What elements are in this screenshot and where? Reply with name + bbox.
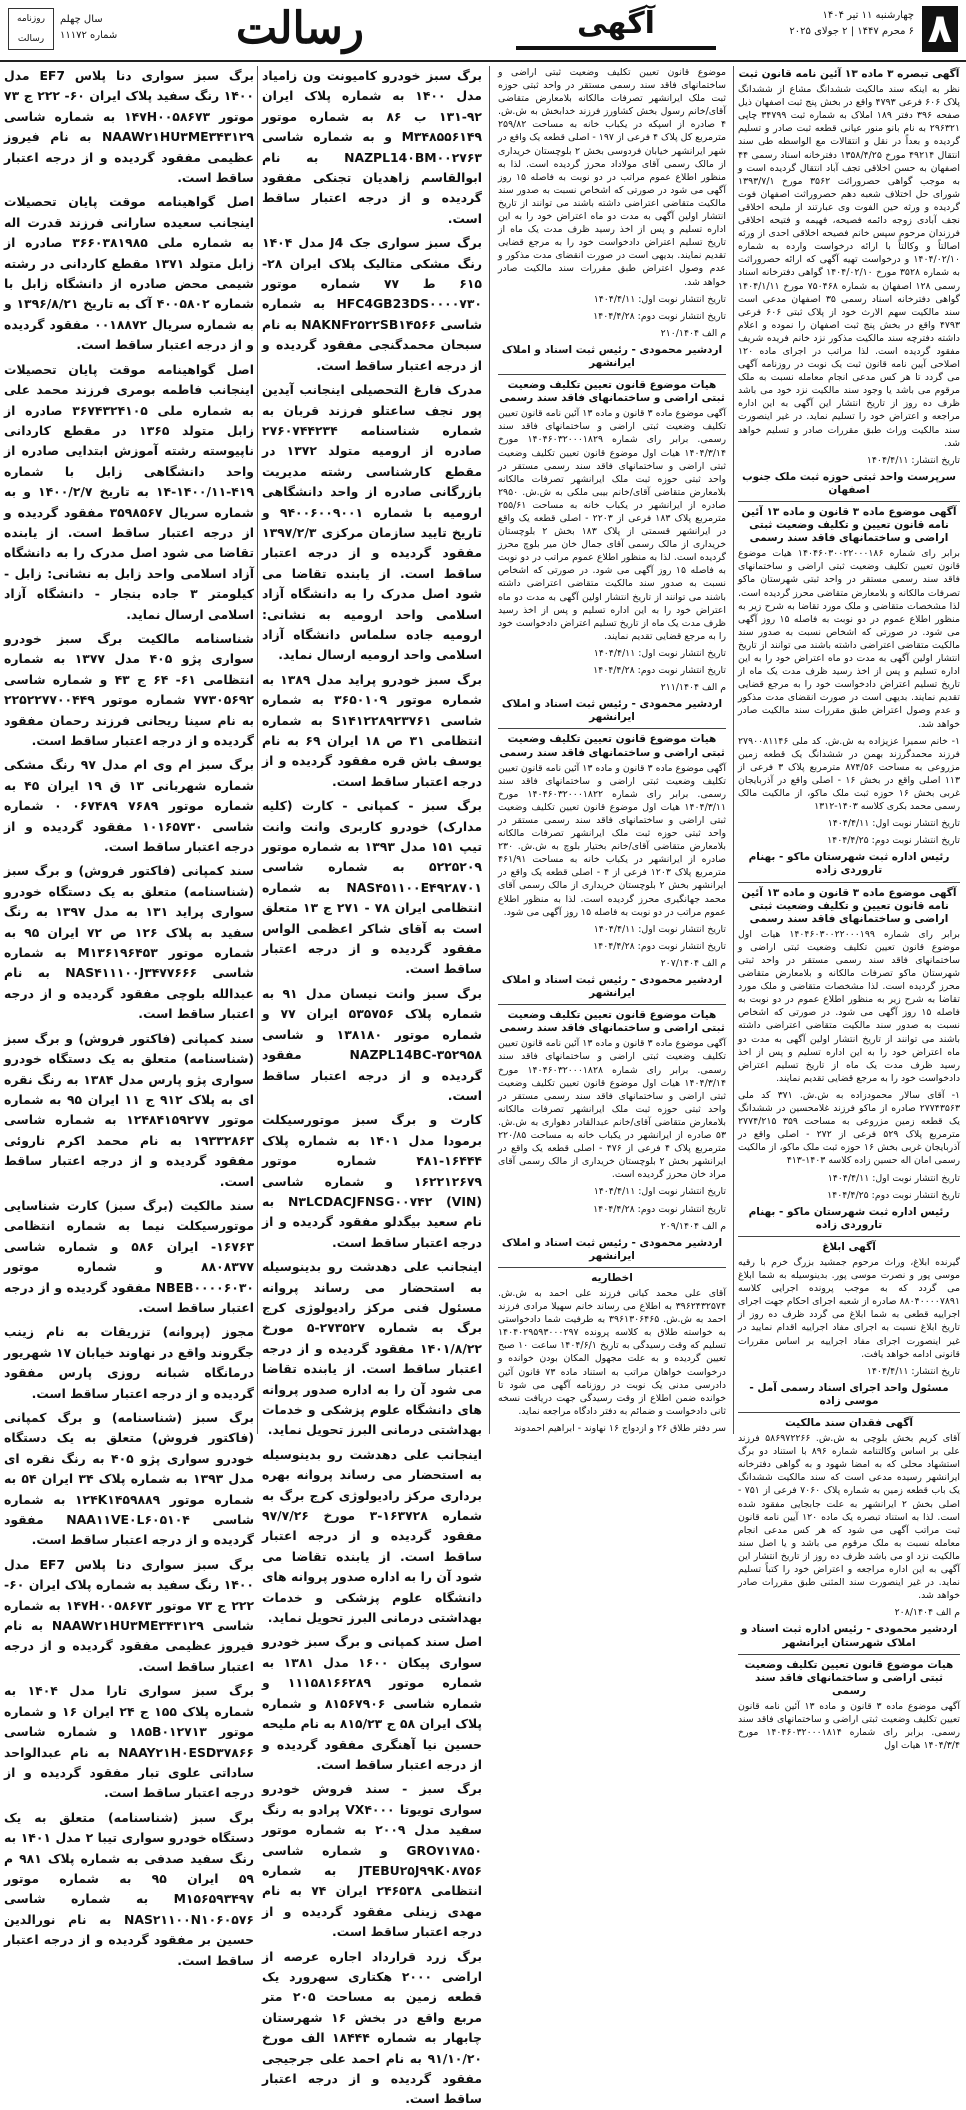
ad-text: برگ سبز (شناسنامه) متعلق به یک دستگاه خودرو سواری تیبا ۲ مدل ۱۴۰۱ به رنگ سفید صدفی به شماره پلاک ۹۸۱ م ۵۹ ایران ۹۵ به شماره موتور M۱۵۶۵۹۳۴۹۷ به شماره شاسی NAS۲۱۱۰۰N۱۰۶۰۵۷۶ به نام نورالدین حسین بر مفقود گردیده و از درجه اعتبار ساقط است.	[4, 1809, 254, 1968]
ad-text: نظر به اینکه سند مالکیت ششدانگ مشاع از ششدانگ پلاک ۶۰۶ فرعی ۴۷۹۳ واقع در بخش پنج ثبت اصفهان ذیل صفحه ۳۹۶ دفتر ۱۸۹ املاک به شماره ثبت ۳۴۷۹۹ چاپی ۲۹۶۳۲۱ به نام بانو منور عیانی قطعه ثبت صادر و تسلیم گردیده و بعداً در نقل و انتقالات مع الواسطه طی سند انتقال ۴۹۲۱۴ مورخ ۱۳۵۸/۴/۲۵ دفترخانه اسناد رسمی ۴۴ اصفهان به حسن اخلاقی تجف آباد انتقال گردیده است و به موجب گواهی حصروراثت ۳۵۶۲ مورخ ۱۳۹۳/۷/۱ شورای حل اختلاف شعبه دهم حصروراثت اصفهان فوت گردیده و ورثه حین الفوت وی عبارتند از ملیحه اخلاقی نجف آبادی زوجه دائمه فصیحه، فهیمه و فتیحه اخلاقی فرزندان مرحوم سپس خانم فصیحه اخلاقی احدی از ورثه اصالتاً و وکالتاً با ارائه درخواست وارده به شماره ۱۴۰۴/۰۲/۱۰ و درخواست تهیه آگهی که ارائه حصروراثت به شماره ۳۵۲۸ مورخ ۱۴۰۴/۰۲/۱۰ گواهی دفترخانه اسناد رسمی ۱۲۸ اصفهان به شماره ۷۵۰۴۶۸ مورخ ۱۴۰۴/۱/۱۱ گواهی دفترخانه اسناد رسمی ۳۵ اصفهان مدعی است سند مالکیت سهم الارث خود از پلاک ثبتی ۶۰۶ فرعی ۴۷۹۳ واقع در بخش پنج ثبت اصفهان را نموده و اعلام داشته دفترچه سند مالکیت مذکور نزد خانم فریده شریف مفقود گردیده است. لذا مراتب در اجرای ماده ۱۲۰ اصلاحی آیین نامه قانون ثبت یک نوبت در روزنامه آگهی می گردد تا هر کس مدعی انجام معامله نسبت به ملک مرقوم می باشد یا وجود سند مالکیت نزد خود می باشد ظرف ده روز از تاریخ انتشار این آگهی به این اداره مراجعه و اعتراض خود را تسلیم نماید. در غیر اینصورت سند مالکیت وراث طبق مقررات صادر و تسلیم خواهد شد.	[738, 84, 961, 449]
ad-text: م الف ۲۰۸/۱۴۰۴	[894, 1607, 960, 1619]
ad-text: تاریخ انتشار نوبت اول: ۱۴۰۴/۴/۱۱	[827, 1172, 960, 1184]
ad-text: مدرک فارغ التحصیلی اینجانب آیدین پور نجف ساعتلو فرزند قربان به شماره شناسنامه ۲۷۶۰۷۴۴۲۳۴ صادره از ارومیه متولد ۱۳۷۲ در مقطع کارشناسی رشته مدیریت بازرگانی صادره از واحد دانشگاهی ارومیه با شماره ۹۴۰۰۶۰۰۹۰۰۱ و تاریخ تایید سازمان مرکزی ۱۳۹۷/۲/۳ مفقود گردیده و از درجه اعتبار ساقط است. از یابنده تقاضا می شود اصل مدرک را به دانشگاه آزاد اسلامی واحد ارومیه به نشانی: ارومیه جاده سلماس دانشگاه آزاد اسلامی واحد ارومیه ارسال نماید.	[262, 382, 482, 663]
ad-text: اینجانب علی دهدشت رو بدینوسیله به استحضار می رساند پروانه مسئول فنی مرکز رادیولوژی کرج برگ به شماره ۲۷۳۵۲۷-۵ مورخ ۱۴۰۱/۸/۲۲ مفقود گردیده و از درجه اعتبار ساقط است. از یابنده تقاضا می شود آن را به اداره صدور پروانه های دانشگاه علوم پزشکی و خدمات بهداشتی درمانی البرز تحویل نماید.	[262, 1259, 483, 1438]
ad-text: گیرنده ابلاغ، وراث مرحوم جمشید بزرگ خرم با رقیه موسی پور و نصرت موسی پور. بدینوسیله به شما ابلاغ می گردد که به موجب پرونده اجرایی کلاسه ۸۸۰۴۰۰۰۰۷۸۹۱ صادره از شعبه اجرای احکام جهت اجرای اجراییه قطعی به شما ابلاغ می گردد ظرف ده روز از تاریخ ابلاغ نسبت به اجرای مفاد اجراییه اقدام نمایید در غیر اینصورت اجرای مفاد اجراییه بر اساس مقررات قانونی ادامه خواهد یافت.	[738, 1256, 960, 1360]
ad-text: آقای علی محمد کیانی فرزند علی احمد به ش.ش. ۳۹۶۲۴۳۲۵۷۴ به اطلاع می رساند خانم سهیلا مرادی فرزند احمد به ش.ش. ۳۹۶۱۳۰۶۴۶۵ به طرفیت شما دادخواستی به خواسته طلاق به کلاسه پرونده ۱۴۰۴۰۲۹۵۹۳۰۰۰۲۹۷ تسلیم که وقت رسیدگی به تاریخ ۱۴۰۴/۶/۱ ساعت ۱۰ صبح تعیین گردیده و به علت مجهول المکان بودن خوانده و درخواست خواهان مراتب به استناد ماده ۷۳ قانون آئین دادرسی مدنی یک نوبت در روزنامه آگهی می شود تا خوانده ضمن اطلاع از وقت رسیدگی جهت دریافت نسخه ثانی دادخواست و ضمائم به دفتر دادگاه مراجعه نماید.	[498, 1287, 726, 1417]
ad-text: ۱- آقای سالار محمودزاده به ش.ش. ۳۷۱ کد ملی ۲۷۷۴۳۵۶۳ صادره از ماکو فرزند غلامحسین در ششدانگ یک قطعه زمین مزروعی به مساحت ۳۵۹ ۲۷۷۴/۲۱۵ مترمربع پلاک ۵۲۹ فرعی از ۲۷۲ - اصلی واقع در آذربایجان غربی بخش ۱۶ حوزه ثبت ملک ماکو، از مالکیت رسمی امان اله حسین زاده کلاسه ۱۴۰۳-۴۱۳	[738, 1089, 961, 1167]
issue-line: شماره ۱۱۱۷۲	[60, 30, 118, 41]
ad-text: برگ سبز ام وی ام مدل ۹۷ رنگ مشکی شماره شهربانی ۱۳ ق ۱۹ ایران ۴۵ به شماره موتور ۷۶۸۹ ۰۶۷۴۸۹ ۰ شماره شاسی ۱۰۱۶۵۷۳۰ مفقود گردیده و از درجه اعتبار ساقط است.	[4, 757, 254, 855]
ad-text: برگ سبز خودرو کامیونت ون زامیاد مدل ۱۴۰۰ به شماره پلاک ایران ۹۲-۱۳۱ ب ۸۶ به شماره موتور M۳۴۸۵۵۶۱۴۹ و به شماره شاسی NAZPL14۰BM۰۰۲۷۶۳ به نام ابوالقاسم زاهدیان تجنکی مفقود گردیده و از درجه اعتبار ساقط است.	[262, 68, 482, 226]
ad-text: آگهی موضوع ماده ۳ قانون و ماده ۱۳ آئین نامه قانون تعیین تکلیف وضعیت ثبتی اراضی و ساختمانهای فاقد سند رسمی. برابر رای شماره ۱۴۰۴۶۰۳۲۰۰۰۱۸۲۸ مورخ ۱۴۰۴/۳/۱۴ هیات اول موضوع قانون تعیین تکلیف وضعیت ثبتی اراضی و ساختمانهای فاقد سند رسمی مستقر در واحد ثبتی حوزه ثبت ملک ایرانشهر تصرفات مالکانه بلامعارض متقاضی آقای/خانم عبدالقادر دهواری به ش.ش. ۵۳ صادره از ایرانشهر در یکباب خانه به مساحت ۲۲۰/۸۵ مترمربع پلاک ۴ فرعی از ۴۷۶ - اصلی قطعه یک واقع در ایرانشهر بخش ۲ بلوچستان خریداری از مالک رسمی آقای مراد خان محرز گردیده است.	[498, 1038, 726, 1181]
ad-heading: آگهی موضوع ماده ۳ قانون و ماده ۱۳ آئین نامه قانون تعیین و تکلیف وضعیت ثبتی اراضی و ساختمانهای فاقد سند رسمی	[741, 506, 957, 545]
ad-heading: اردشیر محمودی - رئیس ثبت اسناد و املاک ایرانشهر	[501, 343, 723, 369]
ad-text: تاریخ انتشار نوبت اول: ۱۴۰۴/۴/۱۱	[593, 923, 726, 935]
ad-text: تاریخ انتشار نوبت اول: ۱۴۰۴/۴/۱۱	[593, 1186, 726, 1198]
ad-text: ۱- خانم سمیرا عزیزاده به ش.ش. کد ملی ۲۷۹۰۰۸۱۱۴۶ فرزند محمدگرزند بهمن در ششدانگ یک قطعه زمین مزروعی به مساحت ۸۷۴/۵۶ مترمربع پلاک ۳ فرعی از ۱۱۳ اصلی واقع در بخش ۱۶ - اصلی واقع در آذربایجان غربی بخش ۱۶ حوزه ثبت ملک ماکو، از مالکیت مالک رسمی محمد بکری کلاسه ۱۴۰۳-۱۳۱۲	[738, 735, 961, 813]
section-title: آگهی	[577, 6, 655, 41]
ad-heading: آگهی فقدان سند مالکیت	[785, 1417, 913, 1429]
ad-heading: هیات موضوع قانون تعیین تکلیف وضعیت ثبتی اراضی و ساختمانهای فاقد سند رسمی	[499, 733, 725, 759]
ad-divider	[498, 1267, 726, 1268]
date-block	[789, 8, 914, 40]
ad-heading: هیات موضوع قانون تعیین تکلیف وضعیت ثبتی اراضی و ساختمانهای فاقد سند رسمی	[499, 1009, 725, 1035]
ad-text: کارت و برگ سبز موتورسیکلت برمودا مدل ۱۴۰۱ به شماره پلاک ۱۶۴۴۴-۴۸۱ شماره موتور ۱۶۲۲۱۲۶۷۹ و شماره شاسی N۳LCDACJFNSG۰۰۷۴۲ (VIN) به نام سعید بیگدلو مفقود گردیده و از درجه اعتبار ساقط است.	[262, 1112, 482, 1250]
ad-text: موضوع قانون تعیین تکلیف وضعیت ثبتی اراضی و ساختمانهای فاقد سند رسمی مستقر در واحد ثبتی حوزه ثبت ملک ایرانشهر تصرفات مالکانه بلامعارض متقاضی آقای/خانم رسول بخش کشاورز فرزند خدابخش به ش.ش. ۴ صادره از اسپکه در یکباب خانه به مساحت ۲۵۹/۸۲ مترمربع کل پلاک ۴ فرعی از ۱۹۷ - اصلی قطعه یک واقع در شهر ایرانشهر خیابان فردوسی بخش ۲ بلوچستان خریداری از مالک رسمی آقای مولاداد محرز گردیده است. لذا به منظور اطلاع عموم مراتب در دو نوبت به فاصله ۱۵ روز آگهی می شود در صورتی که اشخاص نسبت به صدور سند مالکیت متقاضی اعتراضی داشته باشند می توانند از تاریخ انتشار اولین آگهی به مدت دو ماه اعتراض خود را به این اداره تسلیم و پس از اخذ رسید ظرف مدت یک ماه از تاریخ تسلیم اعتراض دادخواست خود را به مرجع قضایی تقدیم نمایند. بدیهی است در صورت انقضای مدت مذکور و عدم وصول اعتراض طبق مقررات سند مالکیت صادر خواهد شد.	[498, 67, 726, 288]
ad-text: تاریخ انتشار: ۱۴۰۴/۴/۱۱	[866, 454, 960, 466]
ad-text: برگ زرد قرارداد اجاره عرصه از اراضی ۲۰۰۰ هکتاری سهرورد یک قطعه زمین به مساحت ۲۰۵ متر مربع واقع در بخش ۱۶ شهرستان چابهار به شماره ۱۸۴۴۴ الف مورخ ۹۱/۱۰/۲۰ به نام احمد علی جرجیجی مفقود گردیده و از درجه اعتبار ساقط است.	[262, 1948, 483, 2107]
issue-info	[60, 12, 117, 44]
ad-heading: اردشیر محمودی - رئیس اداره ثبت اسناد و املاک شهرستان ایرانشهر	[740, 1623, 958, 1649]
masthead	[0, 0, 966, 62]
ad-text: تاریخ انتشار نوبت دوم: ۱۴۰۴/۴/۲۸	[593, 940, 726, 952]
ad-text: برگ سبز سواری دنا پلاس EF7 مدل ۱۴۰۰ رنگ سفید به شماره پلاک ایران ۶۰- ۲۲۲ ج ۷۳ موتور ۱۴۷H۰۰۵۸۶۷۳ به شماره شاسی NAAW۲۱HU۳ME۳۴۳۱۲۹ به نام فیروز عظیمی مفقود گردیده و از درجه اعتبار ساقط است.	[4, 1556, 255, 1674]
ad-divider	[498, 728, 726, 729]
column-3	[262, 66, 483, 2107]
column-2	[498, 66, 726, 1434]
ad-text: تاریخ انتشار نوبت اول: ۱۴۰۴/۴/۱۱	[593, 647, 726, 659]
column-divider	[257, 66, 258, 1434]
ad-heading: هیات موضوع قانون تعیین تکلیف وضعیت ثبتی اراضی و ساختمانهای فاقد سند رسمی	[744, 1658, 954, 1697]
ad-divider	[738, 882, 960, 883]
ad-heading: آگهی موضوع ماده ۳ قانون و ماده ۱۳ آئین نامه قانون تعیین و تکلیف وضعیت ثبتی اراضی و ساختمانهای فاقد سند رسمی	[741, 886, 957, 925]
ad-text: سند کمپانی (فاکتور فروش) و برگ سبز (شناسنامه) متعلق به یک دستگاه خودرو سواری پراید ۱۳۱ به مدل ۱۳۹۷ به رنگ سفید به پلاک ۱۲۶ ص ۷۲ ایران ۹۵ به شماره موتور M۱۳۶۱۹۶۴۵۳ به شماره شاسی NAS۴۱۱۱۰۰J۳۴۷۷۶۶۶ به نام عبدالله بلوچی مفقود گردیده و از درجه اعتبار ساقط است.	[4, 863, 255, 1022]
ad-heading: اردشیر محمودی - رئیس ثبت اسناد و املاک ایرانشهر	[501, 1236, 723, 1262]
ad-text: برگ سبز خودرو پراید مدل ۱۳۸۹ به شماره موتور ۳۶۵۰۱۰۹ به شماره شاسی S۱۴۱۲۲۸۹۲۳۷۶۱ به شماره انتظامی ۳۱ ص ۱۸ ایران ۶۹ به نام یوسف باش قره مفقود گردیده و از درجه اعتبار ساقط است.	[262, 671, 483, 789]
ad-text: برگ سبز - سند فروش خودرو سواری تویوتا VX۴۰۰۰ پرادو به رنگ سفید مدل ۲۰۰۹ به شماره موتور GRO۷۱۷۸۵۰ و شماره شاسی JTEBU۲۵J۹۹K۰۸۷۵۶ به شماره انتظامی ۲۴۶۵۳۸ ایران ۷۴ به نام مهدی زینلی مفقود گردیده و از درجه اعتبار ساقط است.	[262, 1781, 483, 1940]
ad-heading: رئیس اداره ثبت شهرستان ماکو - بهنام تاروردی زاده	[748, 1205, 950, 1231]
ad-text: تاریخ انتشار نوبت دوم: ۱۴۰۴/۴/۲۸	[593, 1203, 726, 1215]
ad-text: برابر رای شماره ۱۴۰۴۶۰۳۰۰۲۲۰۰۰۱۸۶ هیات موضوع قانون تعیین تکلیف وضعیت ثبتی اراضی و ساختمانهای فاقد سند رسمی مستقر در واحد ثبتی شهرستان ماکو تصرفات مالکانه و بلامعارض متقاضی محرز گردیده است. لذا مشخصات متقاضی و ملک مورد تقاضا به شرح زیر به منظور اطلاع عموم در دو نوبت به فاصله ۱۵ روز آگهی می شود. در صورتی که اشخاص نسبت به صدور سند مالکیت متقاضی اعتراضی داشته باشند می توانند از تاریخ انتشار اولین آگهی به مدت دو ماه اعتراض خود را به این اداره تسلیم و پس از اخذ رسید ظرف مدت یک ماه از تاریخ تسلیم اعتراض دادخواست خود را به مرجع قضایی تقدیم نمایند. بدیهی است در صورت انقضای مدت مذکور و عدم وصول اعتراض طبق مقررات سند مالکیت صادر خواهد شد.	[738, 548, 960, 730]
ad-text: آگهی موضوع ماده ۳ قانون و ماده ۱۳ آئین نامه قانون تعیین تکلیف وضعیت ثبتی اراضی و ساختمانهای فاقد سند رسمی. برابر رای شماره ۱۴۰۴۶۰۳۲۰۰۰۱۸۲۲ مورخ ۱۴۰۴/۳/۱۱ هیات اول موضوع قانون تعیین تکلیف وضعیت ثبتی اراضی و ساختمانهای فاقد سند رسمی مستقر در واحد ثبتی حوزه ثبت ملک ایرانشهر تصرفات مالکانه بلامعارض متقاضی آقای/خانم بختیار بلوچ به ش.ش. ۲۳۰ صادره از ایرانشهر در یکباب خانه به مساحت ۴۶۱/۹۱ مترمربع پلاک ۱۲۰۳ فرعی از ۴ - اصلی قطعه یک واقع در ایرانشهر بخش ۲ بلوچستان خریداری از مالک رسمی آقای محمد جهانگیری محرز گردیده است. لذا به منظور اطلاع عموم مراتب در دو نوبت به فاصله ۱۵ روز آگهی می شود.	[498, 762, 727, 918]
ad-divider	[738, 1412, 960, 1413]
ad-text: برگ سبز سواری دنا پلاس EF7 مدل ۱۴۰۰ رنگ سفید پلاک ایران ۶۰- ۲۲۲ ج ۷۳ موتور ۱۴۷H۰۰۵۸۶۷۳ به شماره شاسی NAAW۲۱HU۳ME۳۴۳۱۲۹ به نام فیروز عظیمی مفقود گردیده و از درجه اعتبار ساقط است.	[4, 68, 254, 186]
ad-text: سر دفتر طلاق ۲۶ و ازدواج ۱۶ نهاوند - ابراهیم احمدوند	[513, 1422, 726, 1434]
ad-text: آگهی موضوع ماده ۳ قانون و ماده ۱۳ آئین نامه قانون تعیین تکلیف وضعیت ثبتی اراضی و ساختمانهای فاقد سند رسمی. برابر رای شماره ۱۴۰۴۶۰۳۲۰۰۰۱۸۱۴ مورخ ۱۴۰۴/۳/۴ هیات اول	[738, 1700, 960, 1752]
ad-text: برگ سبز سواری جک J4 مدل ۱۴۰۴ رنگ مشکی متالیک پلاک ایران ۲۸- ۶۱۵ ط ۷۷ شماره موتور HFC4GB23DS۰۰۰۰۷۳۰ به شماره شاسی NAKNF۲۵۲۲SB۱۴۵۶۶ به نام سبحان محمدگنجی مفقود گردیده و از درجه اعتبار ساقط است.	[262, 235, 483, 373]
ad-text: م الف ۲۰۹/۱۴۰۴	[660, 1220, 726, 1232]
date-line-2: ۶ محرم ۱۴۴۷ | ۲ جولای ۲۰۲۵	[789, 26, 914, 37]
ad-divider	[738, 1236, 960, 1237]
ad-heading: اردشیر محمودی - رئیس ثبت اسناد و املاک ایرانشهر	[501, 974, 723, 1000]
newspaper-logo: رسالت	[235, 3, 365, 54]
ad-heading: آگهی تبصره ۳ ماده ۱۳ آئین نامه قانون ثبت	[738, 68, 960, 80]
ad-text: برگ سبز وانت نیسان مدل ۹۱ به شماره پلاک ۵۳۵۷۵۶ ایران ۷۷ و شماره موتور ۱۳۸۱۸۰ و شاسی NAZPL14BC-۳۵۲۹۵۸ مفقود گردیده و از درجه اعتبار ساقط است.	[262, 985, 482, 1103]
section-divider	[516, 46, 716, 50]
column-1	[738, 66, 961, 1752]
ad-text: تاریخ انتشار نوبت اول: ۱۴۰۴/۴/۱۱	[593, 293, 726, 305]
ad-text: اصل گواهینامه موقت پایان تحصیلات اینجانب سعیده سارانی فرزند قدرت اله به شماره ملی ۳۶۶۰۳۸۱۹۸۵ صادره از زابل متولد ۱۳۷۱ مقطع کاردانی در رشته شیمی محض صادره از دانشگاه زابل با شماره ۴۰۰۵۸۰۲ آک به تاریخ ۱۳۹۶/۸/۲۱ و به شماره سریال ۰۰۱۸۸۷۲ مفقود گردیده و از درجه اعتبار ساقط است.	[4, 194, 255, 353]
column-divider	[733, 66, 734, 1434]
ad-text: اینجانب علی دهدشت رو بدینوسیله به استحضار می رساند پروانه بهره برداری مرکز رادیولوژی کرج برگ به شماره ۱۶۳۷۲۸-۳ مورخ ۹۷/۷/۲۶ مفقود گردیده و از درجه اعتبار ساقط است. از یابنده تقاضا می شود آن را به اداره صدور پروانه های دانشگاه علوم پزشکی و خدمات بهداشتی درمانی البرز تحویل نماید.	[262, 1446, 483, 1626]
ad-divider	[738, 1654, 960, 1655]
ad-text: تاریخ انتشار نوبت دوم: ۱۴۰۴/۴/۲۸	[593, 665, 726, 677]
year-line: سال چهلم	[60, 14, 103, 25]
ad-text: تاریخ انتشار نوبت دوم: ۱۴۰۴/۴/۲۵	[827, 835, 960, 847]
ad-text: آگهی موضوع ماده ۳ قانون و ماده ۱۳ آئین نامه قانون تعیین تکلیف وضعیت ثبتی اراضی و ساختمانهای فاقد سند رسمی. برابر رای شماره ۱۴۰۴۶۰۳۲۰۰۰۱۸۲۹ مورخ ۱۴۰۴/۳/۱۴ هیات اول موضوع قانون تعیین تکلیف وضعیت ثبتی اراضی و ساختمانهای فاقد سند رسمی مستقر در واحد ثبتی حوزه ثبت ملک ایرانشهر تصرفات مالکانه بلامعارض متقاضی آقای/خانم بیبی ملکی به ش.ش. ۲۹۵۰ صادره از ایرانشهر در یکباب خانه به مساحت ۲۵۵/۶۱ مترمربع پلاک ۱۸۳ فرعی از ۲۲۰۳ - اصلی قطعه یک واقع در ایرانشهر قسمتی از پلاک ۱۸۳ بخش ۲ بلوچستان خریداری از مالک رسمی آقای جمال خان میر بلوچ محرز گردیده است. لذا به منظور اطلاع عموم مراتب در دو نوبت به فاصله ۱۵ روز آگهی می شود. در صورتی که اشخاص نسبت به صدور سند مالکیت متقاضی اعتراضی داشته باشند می توانند از تاریخ انتشار اولین آگهی به مدت دو ماه اعتراض خود را به این اداره تسلیم و پس از اخذ رسید ظرف مدت یک ماه از تاریخ تسلیم اعتراض دادخواست خود را به مرجع قضایی تقدیم نمایند.	[498, 408, 727, 642]
ad-divider	[738, 501, 960, 502]
ad-heading: آگهی ابلاغ	[822, 1240, 876, 1253]
ad-heading: مسئول واحد اجرای اسناد رسمی آمل - موسی زاده	[749, 1381, 949, 1407]
ad-text: تاریخ انتشار نوبت دوم: ۱۴۰۴/۴/۲۸	[593, 310, 726, 322]
ad-text: برگ سبز (شناسنامه) و برگ کمپانی (فاکتور فروش) متعلق به یک دستگاه خودرو سواری پژو ۴۰۵ به رنگ نقره ای مدل ۱۳۹۳ به شماره پلاک ۳۴ ایران ۵۴ به شماره موتور ۱۲۴K۱۴۵۹۸۸۹ به شماره شاسی NAA۱۱VE۰L۶۰۵۱۰۴ مفقود گردیده و از درجه اعتبار ساقط است.	[4, 1410, 255, 1548]
ad-text: شناسنامه مالکیت برگ سبز خودرو سواری پژو ۴۰۵ مدل ۱۳۷۷ به شماره انتظامی ۶۱- ۶۴ ج ۴۳ و شماره شاسی ۷۷۳۰۵۶۹۲ شماره موتور ۲۲۵۲۲۷۷۰۰۴۴۹ به نام سینا ریحانی فرزند رحمان مفقود گردیده و از درجه اعتبار ساقط است.	[4, 630, 255, 748]
ad-text: اصل گواهینامه موقت پایان تحصیلات اینجانب فاطمه بومری فرزند محمد علی به شماره ملی ۳۶۷۴۳۲۴۱۰۵ صادره از زابل متولد ۱۳۶۵ در مقطع کاردانی ناپیوسته رشته آموزش ابتدایی صادره از واحد دانشگاهی زابل با شماره ۴۱۹-۱۴۰۰/۱۱-۱۴ به تاریخ ۱۴۰۰/۲/۷ و به شماره سریال ۳۵۹۸۵۶۷ مفقود گردیده و از درجه اعتبار ساقط است. از یابنده تقاضا می شود اصل مدرک را به دانشگاه آزاد اسلامی واحد زابل به نشانی: زابل - کیلومتر ۳ جاده بنجار - دانشگاه آزاد اسلامی ارسال نماید.	[4, 361, 255, 622]
ad-heading: اردشیر محمودی - رئیس ثبت اسناد و املاک ایرانشهر	[501, 698, 723, 724]
site-logo-icon: روزنامه رسالت	[8, 8, 54, 50]
ad-divider	[498, 374, 726, 375]
ad-text: برگ سبز - کمپانی - کارت (کلیه مدارک) خودرو کاربری وانت وانت تیپ ۱۵۱ مدل ۱۳۹۳ به شماره موتور ۵۲۲۵۲۰۹ به شماره شاسی NAS۴۵۱۱۰۰E۴۹۲۸۷۰۱ به شماره انتظامی ایران ۷۸ - ۲۷۱ ج ۱۳ متعلق است به آقای شاکر اعظمی الواس مفقود گردیده و از درجه اعتبار ساقط است.	[262, 798, 482, 977]
date-line-1: چهارشنبه ۱۱ تیر ۱۴۰۴	[822, 10, 914, 21]
ad-text: م الف ۲۱۰/۱۴۰۴	[660, 327, 726, 339]
ad-text: برگ سبز سواری تارا مدل ۱۴۰۴ به شماره پلاک ۱۵۵ ج ۲۴ ایران ۱۶ و شماره موتور ۱۸۵B۰۱۲۷۱۳ و شماره شاسی NAAY۲۱H۰ESD۳۷۸۶۶ به نام عبدالواحد ساداتی علوی تبار مفقود گردیده و از درجه اعتبار ساقط است.	[4, 1683, 254, 1801]
ad-heading: اخطاریه	[591, 1271, 633, 1284]
ad-text: برابر رای شماره ۱۴۰۴۶۰۳۰۰۲۲۰۰۰۱۹۹ هیات اول موضوع قانون تعیین تکلیف وضعیت ثبتی اراضی و ساختمانهای فاقد سند رسمی مستقر در واحد ثبتی شهرستان ماکو تصرفات مالکانه و بلامعارض متقاضی محرز گردیده است. لذا مشخصات متقاضی و ملک مورد تقاضا به شرح زیر به منظور اطلاع عموم در دو نوبت به فاصله ۱۵ روز آگهی می شود. در صورتی که اشخاص نسبت به صدور سند مالکیت متقاضی اعتراضی داشته باشند می توانند از تاریخ انتشار اولین آگهی به مدت دو ماه اعتراض خود را به این اداره تسلیم و پس از اخذ رسید ظرف مدت یک ماه از تاریخ تسلیم اعتراض دادخواست خود را به مرجع قضایی تقدیم نمایند.	[738, 928, 960, 1084]
ad-text: آقای کریم بخش بلوچی به ش.ش. ۵۸۶۹۷۲۲۶۶ فرزند علی بر اساس وکالتنامه شماره ۸۹۶ با استناد دو برگ استشهاد محلی که به امضا شهود و به گواهی دفترخانه ایرانشهر رسیده مدعی است که سند مالکیت ششدانگ یک باب قطعه زمین به شماره پلاک ۷۰۶۰ فرعی از ۷۵۱ - اصلی بخش ۲ ایرانشهر به علت جابجایی مفقود شده است. لذا به استناد تبصره یک ماده ۱۲۰ آیین نامه قانون ثبت مراتب آگهی می شود که هر کس مدعی انجام معامله نسبت به ملک مرقوم می باشد و یا اصل سند مالکیت نزد او می باشد ظرف ده روز از تاریخ انتشار این آگهی به این اداره مراجعه و اعتراض خود را کتباً تسلیم نماید. در غیر اینصورت سند المثنی طبق مقررات صادر خواهد شد.	[738, 1433, 960, 1602]
ad-text: سند کمپانی (فاکتور فروش) و برگ سبز (شناسنامه) متعلق به یک دستگاه خودرو سواری پژو پارس مدل ۱۳۸۴ به رنگ نقره ای به پلاک ۹۱۲ ج ۱۱ ایران ۹۵ به شماره موتور ۱۲۴۸۴۱۵۹۲۷۷ به شماره شاسی ۱۹۳۳۲۸۶۳ به نام محمد اکرم ناروئی مفقود گردیده و از درجه اعتبار ساقط است.	[4, 1030, 255, 1189]
ad-text: سند مالکیت (برگ سبز) کارت شناسایی موتورسیکلت نیما به شماره انتظامی ۱۶۷۶۳- ایران ۵۸۶ و شماره شاسی ۸۸۰۸۳۷۷ و شماره موتور NBEB۰۰۰۰۶۰۳۰ مفقود گردیده و از درجه اعتبار ساقط است.	[4, 1197, 255, 1315]
ad-divider	[498, 1004, 726, 1005]
page-number: ۸	[922, 6, 958, 52]
ad-text: م الف ۲۰۷/۱۴۰۴	[660, 957, 726, 969]
ad-text: مجوز (پروانه) تزریقات به نام زینب جگروند واقع در نهاوند خیابان ۱۷ شهریور درمانگاه شبانه روزی پارس مفقود گردیده و از درجه اعتبار ساقط است.	[4, 1324, 254, 1401]
ad-text: م الف ۲۱۱/۱۴۰۴	[660, 682, 726, 694]
column-divider	[489, 66, 490, 1434]
ad-heading: رئیس اداره ثبت شهرستان ماکو - بهنام تاروردی زاده	[748, 851, 950, 877]
ad-text: تاریخ انتشار نوبت دوم: ۱۴۰۴/۴/۲۵	[827, 1189, 960, 1201]
ad-heading: سرپرست واحد ثبتی حوزه ثبت ملک جنوب اصفهان	[742, 470, 956, 496]
ad-heading: هیات موضوع قانون تعیین تکلیف وضعیت ثبتی اراضی و ساختمانهای فاقد سند رسمی	[499, 379, 725, 405]
column-4	[4, 66, 255, 1968]
ad-text: تاریخ انتشار: ۱۴۰۴/۴/۱۱	[866, 1365, 960, 1377]
ad-text: اصل سند کمپانی و برگ سبز خودرو سواری پیکان ۱۶۰۰ مدل ۱۳۸۱ به شماره موتور ۱۱۱۵۸۱۶۶۲۸۹ و شماره شاسی ۸۱۵۶۷۹۰۶ و شماره پلاک ایران ۵۸ ج ۸۱۵/۲۳ به نام ملیحه حسین نیا آهنگری مفقود گردیده و از درجه اعتبار ساقط است.	[262, 1634, 482, 1772]
ad-text: تاریخ انتشار نوبت اول: ۱۴۰۴/۴/۱۱	[827, 818, 960, 830]
